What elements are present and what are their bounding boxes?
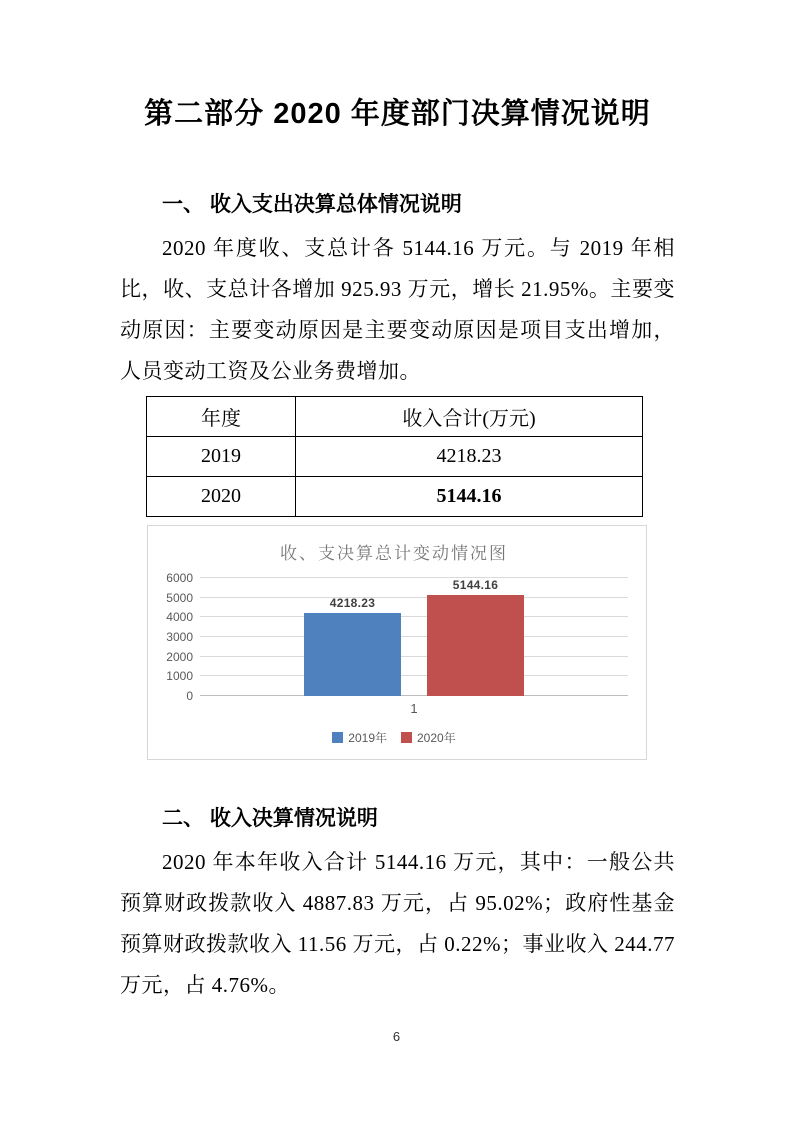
table-row [147,437,643,477]
x-axis-spacer [160,701,200,716]
section-1-heading: 一、 收入支出决算总体情况说明 [162,193,462,216]
section-1-paragraph: 2020 年度收、支总计各 5144.16 万元。与 2019 年相比，收、支总计各增加 925.93 万元，增长 21.95%。主要变动原因：主要变动原因是主要变动原因是项目支出增加，人员变动工资及公业务费增加。 [120,236,675,383]
y-tick-label: 2000 [166,649,193,664]
chart-y-axis [160,571,200,703]
table-header-income: 收入合计(万元) [296,397,643,437]
income-table-body [147,437,643,517]
chart-main [160,571,628,703]
legend-item [401,729,456,746]
bar [427,595,524,696]
chart-plot [200,578,628,696]
year-cell: 2020 [147,477,296,517]
section-2-heading: 二、 收入决算情况说明 [162,807,378,830]
legend-color-swatch [401,732,412,743]
y-tick-label: 1000 [166,669,193,684]
year-cell: 2019 [147,437,296,477]
x-tick-label: 1 [410,701,418,716]
chart-legend [160,729,628,746]
legend-item [332,729,387,746]
page-number: 6 [392,1029,401,1044]
bar-chart [147,525,647,760]
legend-label: 2020年 [417,731,456,745]
chart-title: 收、支决算总计变动情况图 [280,544,508,563]
bar-value-label: 5144.16 [452,578,499,592]
table-header-row [147,397,643,437]
y-tick-label: 4000 [166,610,193,625]
bar-value-label: 4218.23 [329,596,376,610]
y-tick-label: 0 [186,689,193,703]
table-row [147,477,643,517]
income-value-cell: 4218.23 [296,437,643,477]
y-tick-label: 3000 [166,630,193,644]
bar-group [427,578,524,696]
income-value-cell: 5144.16 [296,477,643,517]
legend-color-swatch [332,732,343,743]
bar [304,613,401,696]
legend-label: 2019年 [348,731,387,745]
chart-x-axis [160,701,628,716]
bar-group [304,596,401,696]
table-header-year: 年度 [147,397,296,437]
y-tick-label: 5000 [166,590,193,605]
document-title: 第二部分 2020 年度部门决算情况说明 [144,98,651,130]
income-table [146,396,643,517]
y-tick-label: 6000 [166,571,193,585]
section-2-paragraph: 2020 年本年收入合计 5144.16 万元，其中：一般公共预算财政拨款收入 4887.83 万元，占 95.02%；政府性基金预算财政拨款收入 11.56 万元，占 0.22%；事业收入 244.77 万元，占 4.76%。 [120,850,675,997]
chart-bars [200,578,628,696]
document-content [0,94,793,1006]
